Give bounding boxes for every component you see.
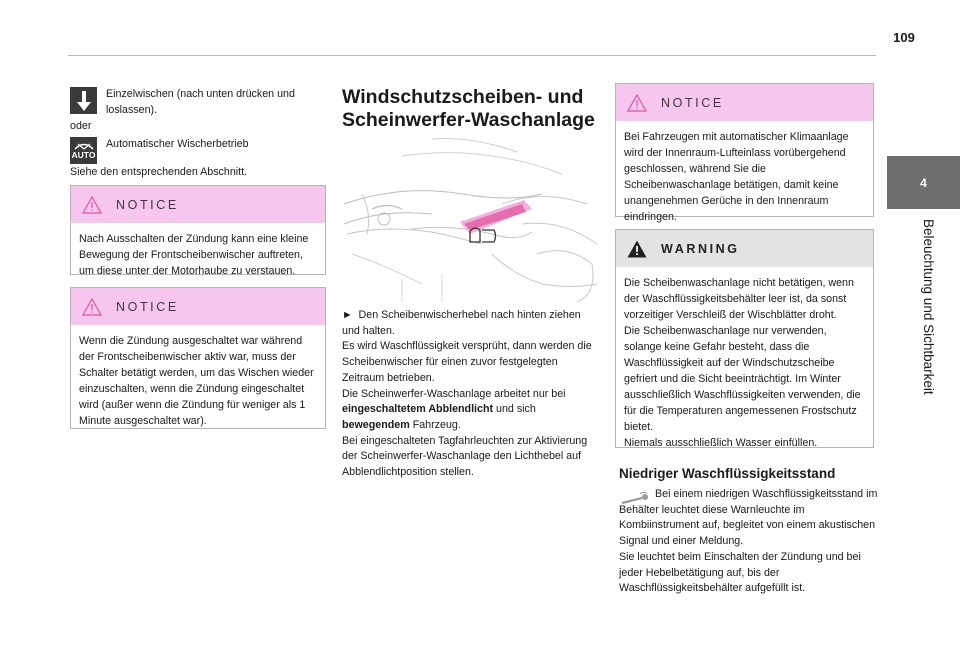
notice-header-3 xyxy=(616,84,873,121)
caution-triangle-icon xyxy=(82,195,102,215)
notice-box-3 xyxy=(615,83,874,223)
caution-triangle-icon xyxy=(82,297,102,317)
low-fluid-body xyxy=(619,487,881,597)
chapter-tab[interactable] xyxy=(887,156,960,209)
section-title-line2: Scheinwerfer-Waschanlage xyxy=(342,109,595,131)
notice-text-1: Nach Ausschalten der Zündung kann eine kleine Bewegung der Frontscheibenwischer auftreten, um diese unter der Motorhaube zu verstauen. xyxy=(79,233,309,277)
single-wipe-text: Einzelwischen (nach unten drücken und loslassen). xyxy=(106,88,295,116)
notice-header-2 xyxy=(71,288,325,325)
headlamp-text-d: Fahrzeug. xyxy=(409,418,461,431)
notice-label-1: NOTICE xyxy=(116,197,179,212)
caution-triangle-icon xyxy=(627,93,647,113)
notice-label-3: NOTICE xyxy=(661,95,724,110)
step-arrow-icon: ► xyxy=(342,309,353,321)
see-section-text: Siehe den entsprechenden Abschnitt. xyxy=(70,166,248,178)
chapter-title: Beleuchtung und Sichtbarkeit xyxy=(921,219,936,395)
notice-header-1 xyxy=(71,186,325,223)
step-text: Den Scheibenwischerhebel nach hinten ziehen und halten. xyxy=(342,309,581,337)
drl-text: Bei eingeschalteten Tagfahrleuchten zur Aktivierung der Scheinwerfer-Waschanlage den Lichthebel auf Abblendlichtposition stellen. xyxy=(342,434,588,479)
oder-text: oder xyxy=(70,120,92,132)
notice-box-1 xyxy=(70,185,326,275)
headlamp-text-bold-1: eingeschaltetem Abblendlicht xyxy=(342,403,494,416)
low-fluid-title: Niedriger Waschflüssigkeitsstand xyxy=(619,466,836,481)
warning-label: WARNING xyxy=(661,241,740,256)
auto-icon-label: AUTO xyxy=(71,149,96,160)
headlamp-text-c: und sich xyxy=(493,403,536,416)
warning-triangle-icon xyxy=(627,239,647,259)
low-fluid-text-1: Bei einem niedrigen Waschflüssigkeitsstand im Behälter leuchtet diese Warnleuchte im Kombiinstrument auf, begleitet von einem akustischen Signal und einer Meldung. xyxy=(619,488,878,548)
warning-header xyxy=(616,230,873,267)
headlamp-condition-text xyxy=(342,387,598,434)
chapter-number: 4 xyxy=(920,175,927,190)
headlamp-text-bold-2: bewegendem xyxy=(342,418,410,431)
auto-wiper-icon xyxy=(70,137,97,164)
notice-box-2 xyxy=(70,287,326,429)
warning-box xyxy=(615,229,874,448)
step-instruction xyxy=(342,308,598,339)
notice-label-2: NOTICE xyxy=(116,299,179,314)
notice-text-2: Wenn die Zündung ausgeschaltet war während der Frontscheibenwischer aktiv war, muss der Schalter betätigt werden, um das Wischen wieder einzuschalten, wenn die Zündung eingeschaltet wird (außer wenn die Zündung für weniger als 1 Minute ausgeschaltet war). xyxy=(79,335,314,427)
headlamp-washer-illustration xyxy=(342,134,600,304)
header-divider xyxy=(68,55,876,56)
notice-text-3: Bei Fahrzeugen mit automatischer Klimaanlage wird der Innenraum-Lufteinlass vorübergehend geschlossen, während Sie die Scheibenwaschanlage betätigen, damit keine unangenehmen Gerüche in den Innenraum eindringen. xyxy=(624,131,849,223)
col2-body xyxy=(342,308,598,481)
section-title-line1: Windschutzscheiben- und xyxy=(342,86,584,108)
auto-wiper-text: Automatischer Wischerbetrieb xyxy=(106,138,249,150)
warning-text-1: Die Scheibenwaschanlage nicht betätigen, wenn der Waschflüssigkeitsbehälter leer ist, da sonst vorzeitiger Verschleiß der Wischblätter droht. xyxy=(624,277,854,321)
wipe-down-icon xyxy=(70,87,97,114)
warning-body xyxy=(616,267,873,459)
spray-text: Es wird Waschflüssigkeit versprüht, dann werden die Scheibenwischer für einen zuvor festgelegten Zeitraum betrieben. xyxy=(342,340,592,384)
section-title xyxy=(342,86,602,132)
warning-text-3: Niemals ausschließlich Wasser einfüllen. xyxy=(624,437,818,449)
headlamp-text-a: Die Scheinwerfer-Waschanlage arbeitet nur bei xyxy=(342,387,566,400)
page-number: 109 xyxy=(893,30,915,45)
low-fluid-text-2: Sie leuchtet beim Einschalten der Zündung und bei jeder Hebelbetätigung auf, bis der Waschflüssigkeitsbehälter aufgefüllt ist. xyxy=(619,550,861,595)
warning-text-2: Die Scheibenwaschanlage nur verwenden, solange keine Gefahr besteht, dass die Waschflüssigkeit auf der Windschutzscheibe gefriert und die Sicht beeinträchtigt. Im Winter ausschließlich Waschflüssigkeiten verwenden, die für die Temperaturen angemessenen Frostschutz bietet. xyxy=(624,325,861,433)
